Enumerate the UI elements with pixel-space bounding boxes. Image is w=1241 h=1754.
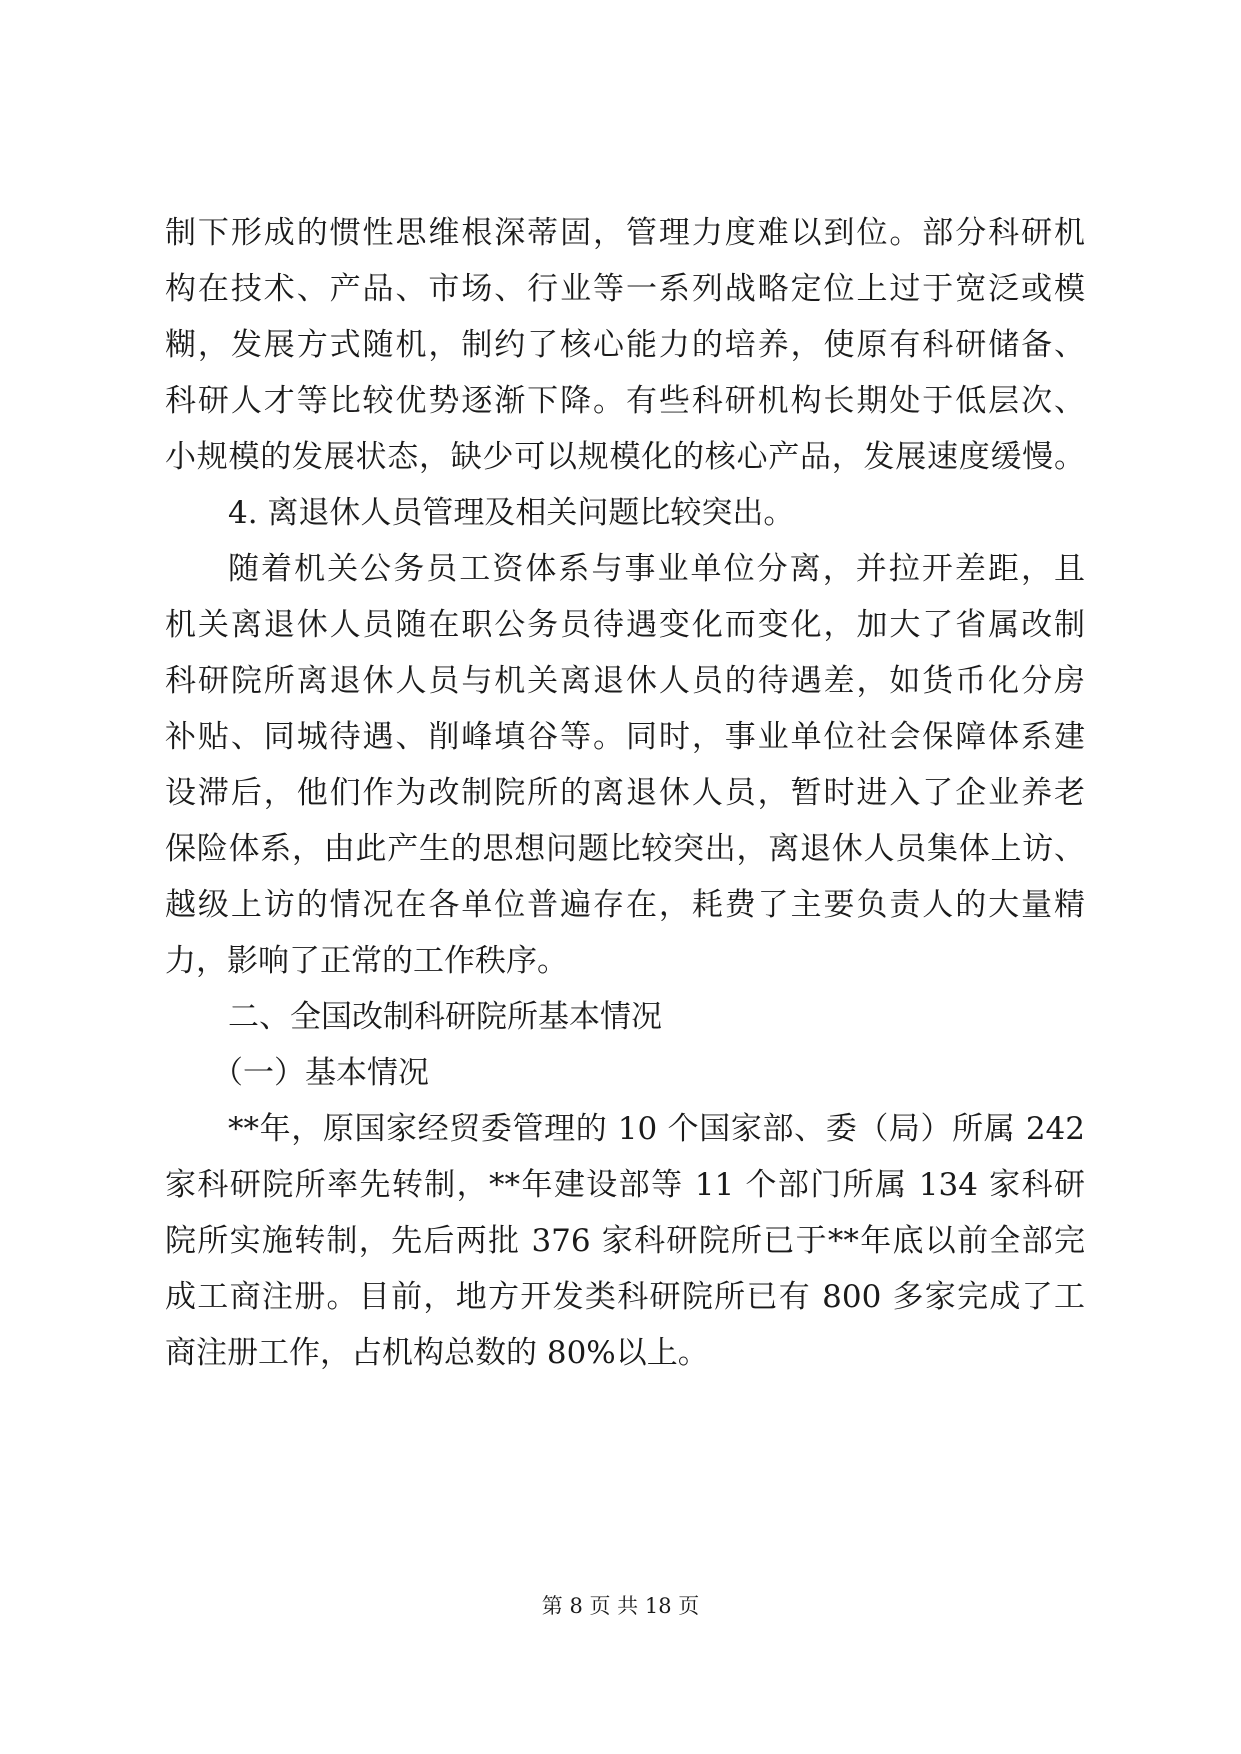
paragraph-line: 力，影响了正常的工作秩序。 — [165, 943, 568, 979]
subsection-heading: （一）基本情况 — [212, 1055, 429, 1091]
paragraph-line: 科研人才等比较优势逐渐下降。有些科研机构长期处于低层次、 — [165, 383, 1085, 419]
paragraph-line: 补贴、同城待遇、削峰填谷等。同时，事业单位社会保障体系建 — [165, 719, 1085, 755]
paragraph-line: 院所实施转制，先后两批 376 家科研院所已于**年底以前全部完 — [165, 1223, 1085, 1259]
paragraph-line: 保险体系，由此产生的思想问题比较突出，离退休人员集体上访、 — [165, 831, 1085, 867]
paragraph-line: 随着机关公务员工资体系与事业单位分离，并拉开差距，且 — [228, 551, 1085, 587]
paragraph-line: **年，原国家经贸委管理的 10 个国家部、委（局）所属 242 — [228, 1111, 1085, 1147]
paragraph-line: 家科研院所率先转制，**年建设部等 11 个部门所属 134 家科研 — [165, 1167, 1085, 1203]
paragraph-line: 设滞后，他们作为改制院所的离退休人员，暂时进入了企业养老 — [165, 775, 1085, 811]
paragraph-line: 机关离退休人员随在职公务员待遇变化而变化，加大了省属改制 — [165, 607, 1085, 643]
paragraph-line: 成工商注册。目前，地方开发类科研院所已有 800 多家完成了工 — [165, 1279, 1085, 1315]
page-number-footer: 第 8 页 共 18 页 — [541, 1594, 700, 1618]
paragraph-line: 构在技术、产品、市场、行业等一系列战略定位上过于宽泛或模 — [165, 271, 1085, 307]
paragraph-line: 科研院所离退休人员与机关离退休人员的待遇差，如货币化分房 — [165, 663, 1085, 699]
section-heading: 4. 离退休人员管理及相关问题比较突出。 — [228, 495, 795, 531]
paragraph-line: 糊，发展方式随机，制约了核心能力的培养，使原有科研储备、 — [165, 327, 1085, 363]
section-heading: 二、全国改制科研院所基本情况 — [228, 999, 662, 1035]
paragraph-line: 小规模的发展状态，缺少可以规模化的核心产品，发展速度缓慢。 — [165, 439, 1085, 475]
paragraph-line: 制下形成的惯性思维根深蒂固，管理力度难以到位。部分科研机 — [165, 215, 1085, 251]
paragraph-line: 越级上访的情况在各单位普遍存在，耗费了主要负责人的大量精 — [165, 887, 1085, 923]
paragraph-line: 商注册工作，占机构总数的 80%以上。 — [165, 1335, 709, 1371]
